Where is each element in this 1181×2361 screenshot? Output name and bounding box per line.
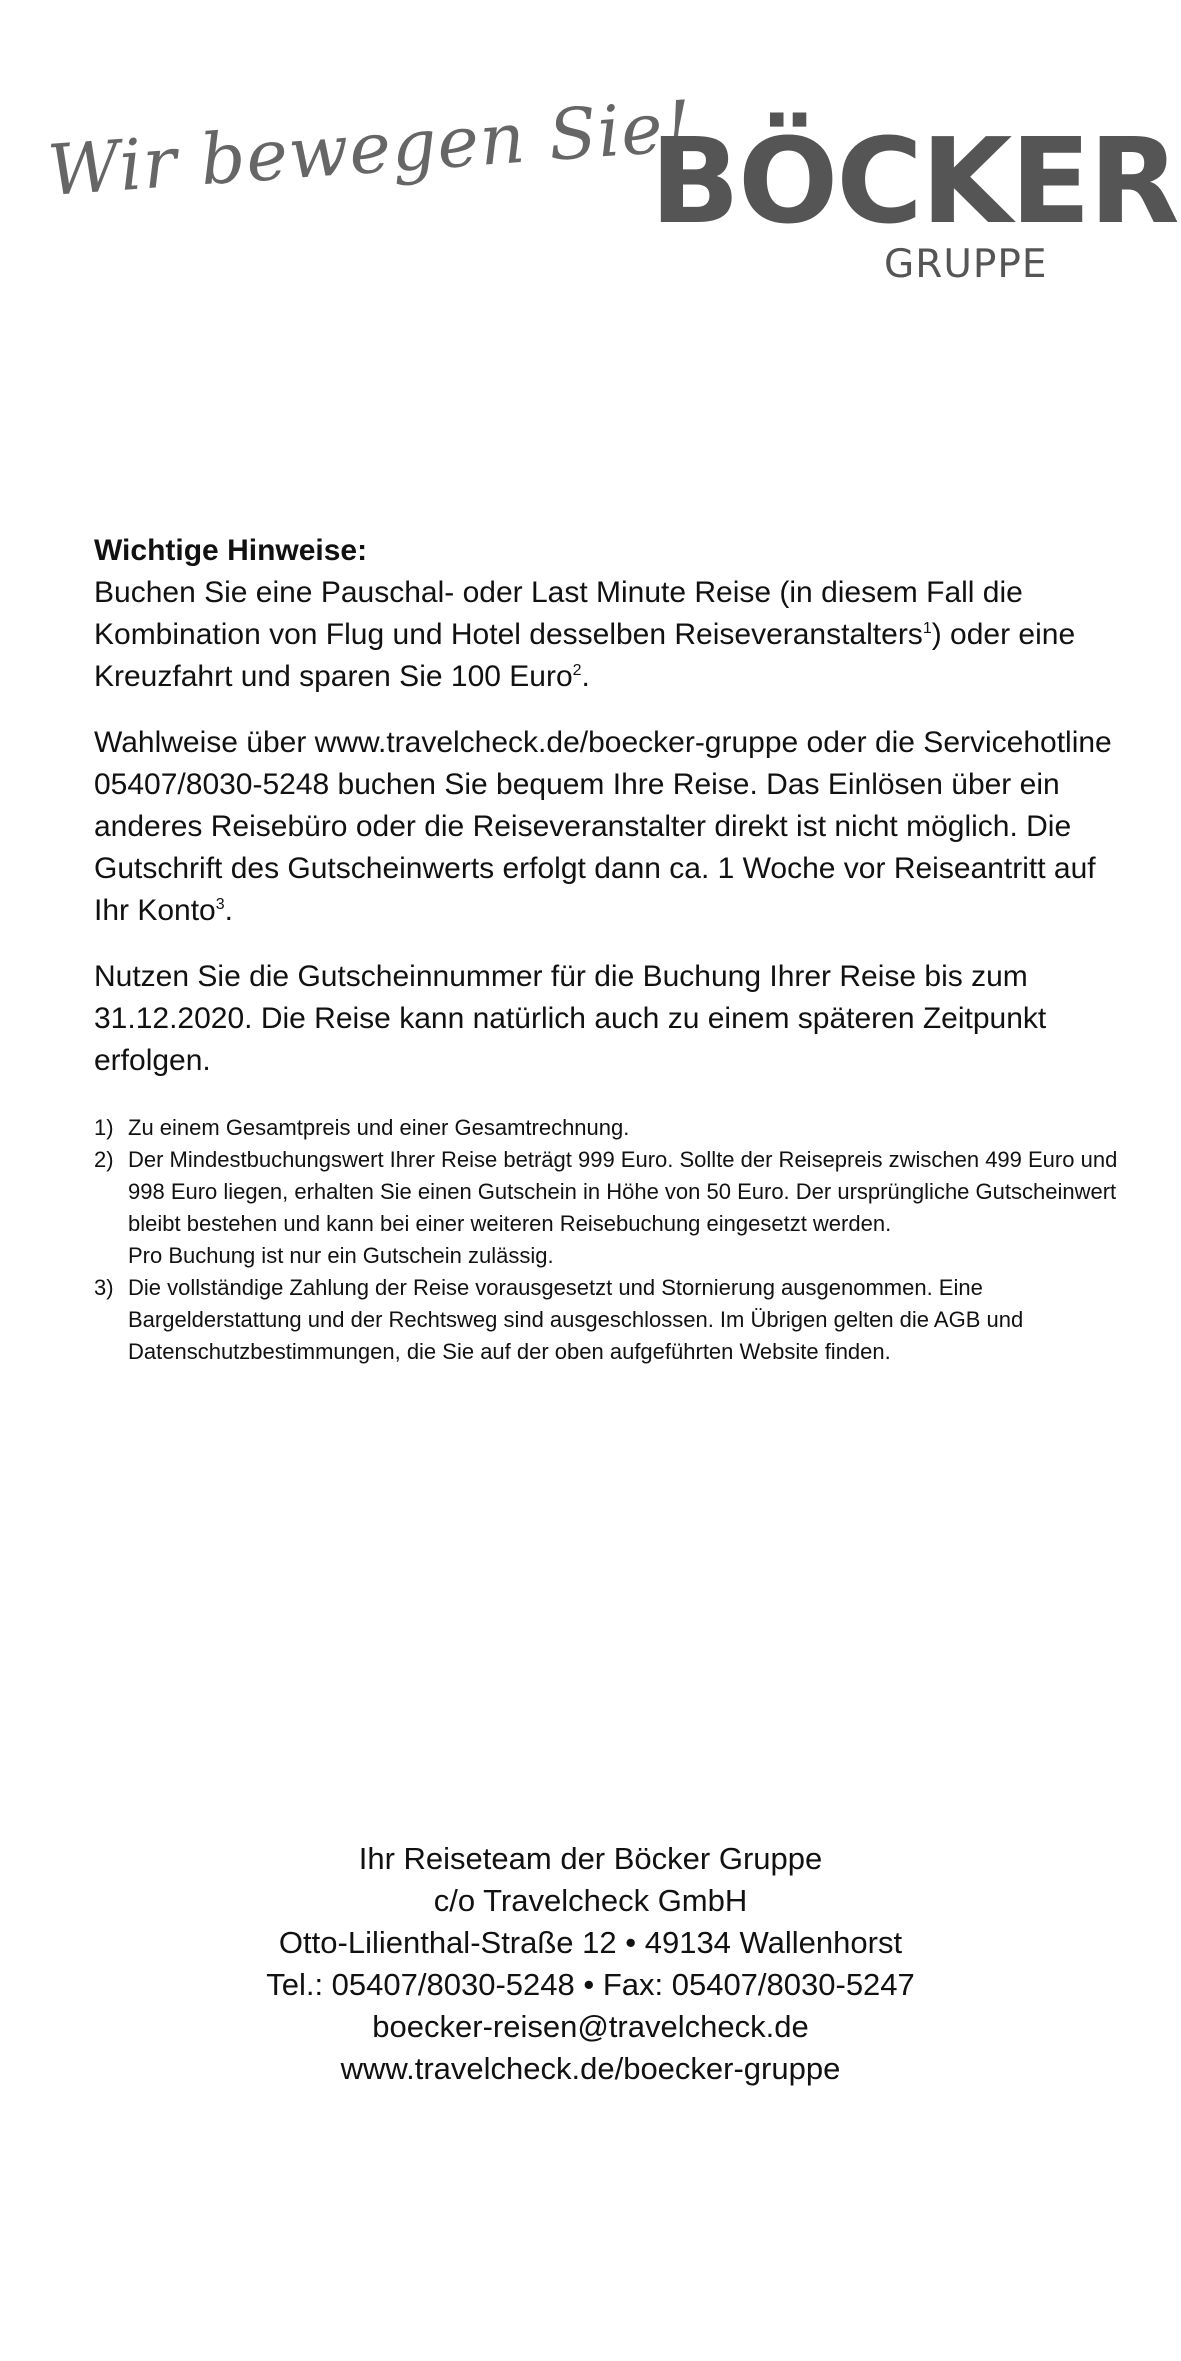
notice-heading: Wichtige Hinweise: [94,534,368,567]
footnote-ref-1: 1 [922,620,932,637]
footnote-number: 2) [94,1147,114,1172]
footnote-1 [94,1112,1134,1144]
footnote-line: Der Mindestbuchungswert Ihrer Reise beträgt 999 Euro. Sollte der Reisepreis zwischen 499 Euro und 998 Euro liegen, erhalten Sie einen Gutschein in Höhe von 50 Euro. Der ursprüngliche Gutscheinwert bleibt bestehen und kann bei einer weiteren Reisebuchung eingesetzt werden. [128,1147,1118,1236]
contact-email: boecker-reisen@travelcheck.de [372,2009,809,2044]
notice-paragraph-1 [94,572,1134,698]
footnote-ref-3: 3 [215,896,225,913]
p1-text-b: ) oder eine Kreuzfahrt und sparen Sie 100 Euro [94,618,1076,693]
footnote-line: Zu einem Gesamtpreis und einer Gesamtrechnung. [128,1115,630,1140]
notice-paragraph-2 [94,722,1134,932]
logo-wordmark: BÖCKER [650,112,1178,250]
contact-team: Ihr Reiseteam der Böcker Gruppe [358,1841,823,1876]
contact-company: c/o Travelcheck GmbH [433,1883,748,1918]
contact-block [0,1838,1181,2090]
contact-address: Otto-Lilienthal-Straße 12 • 49134 Wallenhorst [278,1925,903,1960]
footnote-line: Pro Buchung ist nur ein Gutschein zulässig. [128,1243,554,1268]
notice-paragraph-3: Nutzen Sie die Gutscheinnummer für die Buchung Ihrer Reise bis zum 31.12.2020. Die Reise kann natürlich auch zu einem späteren Zeitpunkt erfolgen. [94,960,1047,1077]
p2-text-b: . [224,894,233,927]
logo-subtitle: GRUPPE [884,242,1048,287]
footnote-2 [94,1144,1134,1272]
footnotes [94,1112,1134,1368]
slogan: Wir bewegen Sie! [45,85,696,212]
footnote-number: 3) [94,1275,114,1300]
p1-text-c: . [581,660,590,693]
footnote-ref-2: 2 [572,662,582,679]
contact-website: www.travelcheck.de/boecker-gruppe [340,2051,841,2086]
footnote-3 [94,1272,1134,1368]
footnote-number: 1) [94,1115,114,1140]
p2-text-a: Wahlweise über www.travelcheck.de/boecker-gruppe oder die Servicehotline 05407/8030-5248 buchen Sie bequem Ihre Reise. Das Einlösen über ein anderes Reisebüro oder die Reiseveranstalter direkt ist nicht möglich. Die Gutschrift des Gutscheinwerts erfolgt dann ca. 1 Woche vor Reiseantritt auf Ihr Konto [94,726,1112,927]
footnote-text [128,1144,1134,1272]
footnote-text [128,1272,1134,1368]
footnote-line: Die vollständige Zahlung der Reise vorausgesetzt und Stornierung ausgenommen. Eine Bargelderstattung und der Rechtsweg sind ausgeschlossen. Im Übrigen gelten die AGB und Datenschutzbestimmungen, die Sie auf der oben aufgeführten Website finden. [128,1275,1024,1364]
contact-phone-fax: Tel.: 05407/8030-5248 • Fax: 05407/8030-5247 [266,1967,915,2002]
notice-section [94,530,1134,1368]
footnote-text [128,1112,1134,1144]
p1-text-a: Buchen Sie eine Pauschal- oder Last Minute Reise (in diesem Fall die Kombination von Flug und Hotel desselben Reiseveranstalters [94,576,1023,651]
boecker-logo [650,112,1178,292]
